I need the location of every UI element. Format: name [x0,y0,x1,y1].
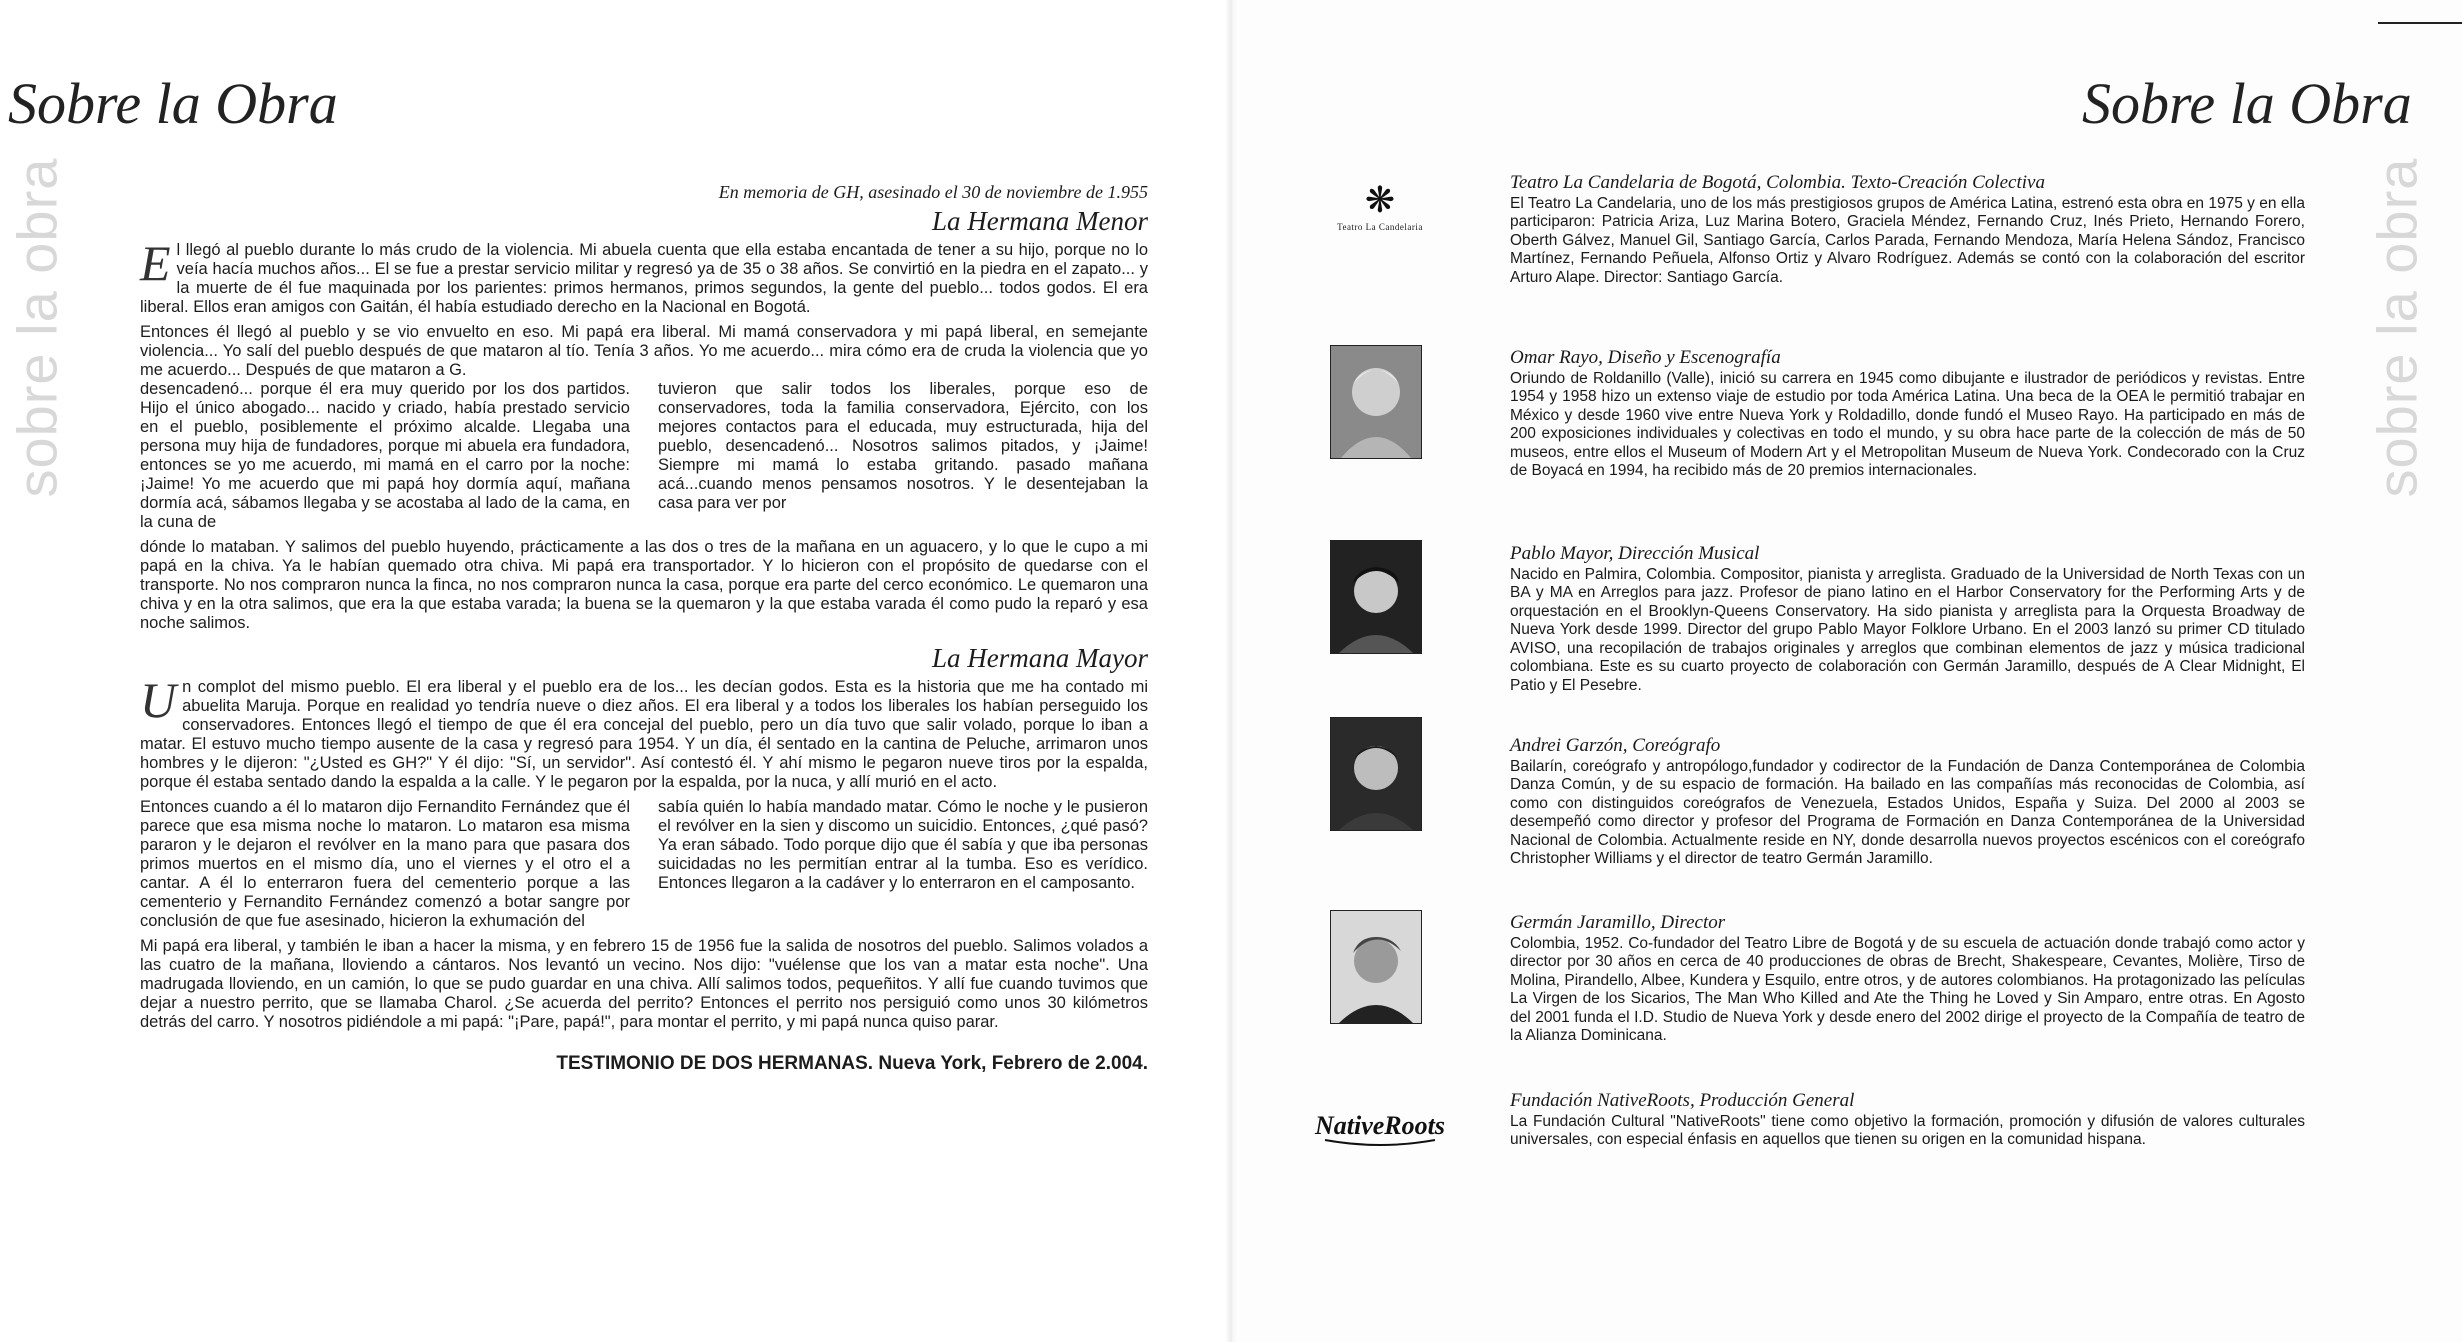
credit-body: La Fundación Cultural "NativeRoots" tiene como objetivo la formación, promoción y difusión de valores culturales universales, con especial énfasis en aquellos que tienen su origen en la comunidad hispana. [1510,1112,2305,1148]
credit-heading: Fundación NativeRoots, Producción General [1510,1090,1855,1111]
story-title-mayor: La Hermana Mayor [932,643,1148,673]
credit-heading: Pablo Mayor, Dirección Musical [1510,543,1760,564]
story2-two-column [140,798,1148,931]
signature: TESTIMONIO DE DOS HERMANAS. Nueva York, Febrero de 2.004. [556,1053,1148,1074]
credit-andrei-garzon [1510,737,2305,869]
credit-candelaria [1510,174,2305,287]
story-title-menor: La Hermana Menor [932,206,1148,236]
story2-col-left: Entonces cuando a él lo mataron dijo Fernandito Fernández que él parece que esa misma noche lo mataron. Lo mataron esa misma pararon y le dejaron el revólver en la mano para que pasara dos primos muertos en el mismo día, uno el viernes y el otro el a cantar. A él lo enterraron fuera del cementerio porque a las cementerio y Fernandito Fernández comenzó a botar sangre por conclusión de que fue asesinado, hicieron la exhumación del [140,798,630,930]
left-article [140,183,1148,1073]
credit-body: Bailarín, coreógrafo y antropólogo,fundador y codirector de la Fundación de Danza Contemporánea de Colombia Danza Común, y de su espacio de formación. Ha bailado en las compañías más reconocidas de Colombia, así como con distinguidos coreógrafos de Venezuela, Estados Unidos, España y Suiza. Del 2000 al 2003 se desempeñó como director y profesor del Programa de Formación en Danza Contemporánea de la Universidad Nacional de Colombia. Actualmente reside en NY, donde desarrolla nuevos proyectos escénicos con el coreógrafo Christopher Williams y el director de teatro Germán Jaramillo. [1510,757,2305,867]
photo-german-jaramillo [1330,910,1422,1024]
credit-body: Oriundo de Roldanillo (Valle), inició su carrera en 1945 como dibujante e ilustrador de periódicos y revistas. Entre 1954 y 1958 hizo un extenso viaje de estudio por toda América Latina. Una beca de la OEA le permitió trabajar en México y desde 1960 vive entre Nueva York y Roldadillo, donde fundó el Museo Rayo. Ha participado en más de 200 exposiciones individuales y colectivas en todo el mundo, y su obra hace parte de la colección de más de 50 museos, entre ellos el Museum of Modern Art y el Metropolitan Museum de Nueva York. Condecorado con la Cruz de Boyacá en 1994, ha recibido más de 20 premios internacionales. [1510,369,2305,479]
right-vertical-watermark: sobre la obra [2365,157,2429,498]
credit-omar-rayo [1510,349,2305,481]
story1-col-left: desencadenó... porque él era muy querido por los dos partidos. Hijo el único abogado... nacido y criado, había prestado servicio en el pueblo, posiblemente el próximo alcalde. Llegaba una persona muy hija de fundadores, porque mi abuela era fundadora, entonces se yo me acuerdo, mi mamá en el carro por la noche: ¡Jaime! Yo me acuerdo que mi papá hoy dormía aquí, mañana dormía acá, sábamos llegaba y se acostaba al lado de la cama, en la cuna de [140,380,630,531]
credit-pablo-mayor [1510,545,2305,695]
credit-body: Colombia, 1952. Co-fundador del Teatro Libre de Bogotá y de su escuela de actuación donde trabajó como actor y director por 30 años en cerca de 40 producciones de obras de Brecht, Shakespeare, Cevantes, Molière, Tirso de Molina, Pirandello, Albee, Kundera y Esquilo, entre otros, y de autores colombianos. Ha protagonizado las películas La Virgen de los Sicarios, The Man Who Killed and Ate the Thing he Loved y Sin Amparo, entre otras. En Agosto del 2001 funda el I.D. Studio de Nueva York y desde enero del 2002 dirige el proyecto de la Compañía de teatro de la Alianza Dominicana. [1510,934,2305,1044]
credit-heading: Germán Jaramillo, Director [1510,912,1726,933]
story1-two-column [140,380,1148,532]
photo-andrei-garzon [1330,717,1422,831]
story1-paragraph-2c: dónde lo mataban. Y salimos del pueblo huyendo, prácticamente a las dos o tres de la mañana en un aguacero, y lo que le cupo a mi papá en la chiva. Ya le habían quemado otra chiva. Mi papá era transportador. Y lo hicieron con el propósito de quedarse con el transporte. No nos compraron nunca la finca, no nos compraron nunca la casa, porque era parte del cerco económico. Le quemaron una chiva y en la otra salimos, que era la que estaba varada; la buena se la quemaron y la que estaba varada él como pudo la reparó y esa noche salimos. [140,538,1148,632]
credit-body: El Teatro La Candelaria, uno de los más prestigiosos grupos de América Latina, estrenó esta obra en 1975 y en ella participaron: Patricia Ariza, Luz Marina Botero, Graciela Méndez, Fernando Cruz, Inés Prieto, Hernando Forero, Oberth Gálvez, Manuel Gil, Santiago García, Carlos Parada, Fernando Mendoza, María Helena Sándoz, Francisco Martínez, Fernando Peñuela, Alfonso Ortiz y Alvaro Rodríguez. Además se contó con la colaboración del escritor Arturo Alape. Director: Santiago García. [1510,194,2305,286]
nativeroots-logo-text: NativeRoots [1315,1111,1445,1140]
nativeroots-logo [1295,1104,1465,1148]
credit-heading: Omar Rayo, Diseño y Escenografía [1510,347,1781,368]
left-vertical-watermark: sobre la obra [5,157,69,498]
photo-omar-rayo [1330,345,1422,459]
dropcap-u: U [140,672,177,728]
dropcap-e: E [140,235,171,291]
right-page-title: Sobre la Obra [2082,71,2412,136]
candelaria-logo-text: Teatro La Candelaria [1337,222,1423,232]
story1-paragraph-1 [140,235,1148,317]
page-fold [1225,0,1239,1342]
credit-nativeroots [1510,1092,2305,1150]
story2-paragraph-3: Mi papá era liberal, y también le iban a hacer la misma, y en febrero 15 de 1956 fue la salida de nosotros del pueblo. Salimos volados a las cuatro de la mañana, lloviendo a cántaros. Nos levantó un vecino. Nos dijo: "vuélense que los van a matar esta noche". Una madrugada lloviendo, en un camión, lo que se pudo guardar en una chiva. Allí salimos todos, pequeñitos. Y allí fue cuando tuvimos que dejar a nuestro perrito, que se llamaba Charol. ¿Se acuerda del perrito? Entonces el perrito nos persiguió como unos 30 kilómetros detrás del carro. Y nosotros pidiéndole a mi papá: "¡Pare, papá!", para montar el perrito, y mi papá nunca quiso parar. [140,937,1148,1031]
story1-col-right: tuvieron que salir todos los liberales, porque eso de conservadores, toda la familia conservadora, Ejército, con los mejores contactos para el educada, muy estructurada, hija del pueblo, desencadenó... Nosotros salimos pitados, y ¡Jaime! Siempre mi mamá lo estaba gritando. pasado mañana acá...cuando menos pensamos nosotros. Y le desentejaban la casa para ver por [658,380,1148,512]
dedication: En memoria de GH, asesinado el 30 de noviembre de 1.955 [718,182,1148,202]
story2-p1-text: n complot del mismo pueblo. El era liberal y el pueblo era de los... les decían godos. Esta es la historia que me ha contado mi abuelita Maruja. Porque en realidad yo tendría nueve o diez años. El era liberal y a todos los liberales los habían perseguido los conservadores. Entonces llegó el tiempo de que él era concejal del pueblo, pero un día tuvo que salir volado, porque lo iban a matar. El estuvo mucho tiempo ausente de la casa y regresó para 1954. Y un día, él sentado en la cantina de Peluche, arrimaron unos hombres y le dijeron: "¿Usted es GH?" Y él dijo: "Sí, un servidor". Así contestó él. Y ahí mismo le pegaron nueve tiros por la espalda, porque él estaba sentado dando la espalda a la calle. Y le pegaron por la espalda, por la nuca, y allí murió en el acto. [140,678,1148,791]
story1-paragraph-2a: Entonces él llegó al pueblo y se vio envuelto en eso. Mi papá era liberal. Mi mamá conservadora y mi papá liberal, en semejante violencia... Yo salí del pueblo después de que mataron al tío. Tenía 3 años. Yo me acuerdo... mira cómo era de cruda la violencia que yo me acuerdo... Después de que mataron a G. [140,323,1148,379]
candelaria-star-icon: ❋ [1364,179,1396,220]
top-rule [2378,22,2462,24]
story1-p1-text: l llegó al pueblo durante lo más crudo de la violencia. Mi abuela cuenta que ella estaba encantada de tener a su hijo, porque no lo veía hacía muchos años... El se fue a prestar servicio militar y regresó ya de 35 o 38 años. Se convirtió en la piedra en el zapato... y la muerte de él fue maquinada por los parientes: primos hermanos, primos segundos, la gente del pueblo... todos godos. El era liberal. Ellos eran amigos con Gaitán, él había estudiado derecho en la Nacional en Bogotá. [140,241,1148,316]
credit-body: Nacido en Palmira, Colombia. Compositor, pianista y arreglista. Graduado de la Universidad de North Texas con un BA y MA en Arreglos para jazz. Profesor de piano latino en el Harbor Conservatory for the Performing Arts y de orquestación en el Brooklyn-Queens Conservatory. Ha sido pianista y arreglista para la Orquesta Broadway de Nueva York desde 1999. Director del grupo Pablo Mayor Folklore Urbano. En el 2003 lanzó su primer CD titulado AVISO, una recopilación de trabajos originales y arreglos que combinan elementos de jazz y música tradicional colombiana. Este es su cuarto proyecto de colaboración con Germán Jaramillo, después de A Clear Midnight, El Patio y El Pesebre. [1510,565,2305,694]
credit-heading: Andrei Garzón, Coreógrafo [1510,735,1721,756]
left-page-title: Sobre la Obra [8,71,338,136]
story2-paragraph-1 [140,672,1148,792]
candelaria-logo [1310,179,1450,232]
photo-pablo-mayor [1330,540,1422,654]
credit-german-jaramillo [1510,914,2305,1046]
story2-col-right: sabía quién lo había mandado matar. Cómo le noche y le pusieron el revólver en la sien y discomo un suicidio. Entonces, ¿qué pasó? Ya eran sábado. Todo porque dijo que él sabía y que iba personas suicidadas no les permitían entrar al la tumba. Eso es verídico. Entonces llegaron a la cadáver y lo enterraron en el camposanto. [658,798,1148,892]
credit-heading: Teatro La Candelaria de Bogotá, Colombia. Texto-Creación Colectiva [1510,172,2045,193]
